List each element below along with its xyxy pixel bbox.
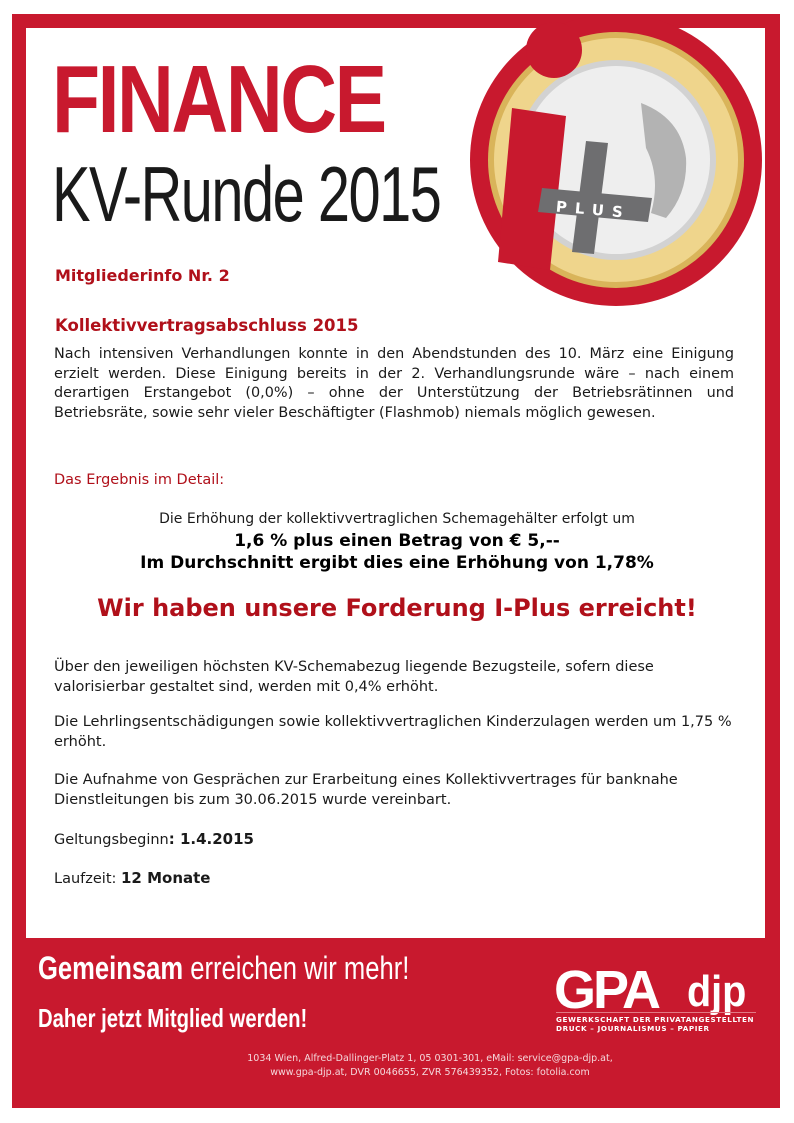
- logo-main-text: GPA: [554, 960, 659, 1020]
- slogan-rest: erreichen wir mehr!: [183, 950, 410, 986]
- slogan-strong: Gemeinsam: [38, 950, 184, 986]
- section-title: Kollektivvertragsabschluss 2015: [55, 316, 359, 335]
- logo-line-1: GEWERKSCHAFT DER PRIVATANGESTELLTEN: [556, 1015, 755, 1024]
- duration-value: 12 Monate: [121, 869, 211, 887]
- logo-side-text: djp: [687, 966, 747, 1016]
- start-date-label: Geltungsbeginn: [54, 832, 169, 848]
- call-to-action: Daher jetzt Mitglied werden!: [38, 1003, 308, 1033]
- plus-text: PLUS: [555, 197, 632, 223]
- logo-line-2: DRUCK – JOURNALISMUS – PAPIER: [556, 1024, 710, 1033]
- i-plus-coin-logo: [466, 8, 770, 312]
- address-line-1: 1034 Wien, Alfred-Dallinger-Platz 1, 05 0301-301, eMail: service@gpa-djp.at,: [247, 1053, 613, 1064]
- start-date-value: : 1.4.2015: [168, 830, 254, 848]
- intro-paragraph: Nach intensiven Verhandlungen konnte in den Abendstunden des 10. März eine Einigung erzielt werden. Diese Einigung bereits in der 2. Verhandlungsrunde wäre – nach einem derartigen Erstangebot (0,0%) – ohne der Unterstützung der Betriebsrätinnen und Betriebsräte, sowie sehr vieler Beschäftigter (Flashmob) niemals möglich gewesen.: [54, 346, 734, 422]
- paragraph-banknahe: Die Aufnahme von Gesprächen zur Erarbeitung eines Kollektivvertrages für banknahe Dienstleitungen bis zum 30.06.2015 wurde vereinbart.: [54, 772, 678, 808]
- logo-subtitle: [556, 1012, 756, 1033]
- result-heading: Das Ergebnis im Detail:: [54, 472, 225, 488]
- duration-label: Laufzeit:: [54, 871, 121, 887]
- paragraph-bezugsteile: Über den jeweiligen höchsten KV-Schemabezug liegende Bezugsteile, sofern diese valorisierbar gestaltet sind, werden mit 0,4% erhöht.: [54, 659, 654, 695]
- member-info-label: Mitgliederinfo Nr. 2: [55, 266, 230, 285]
- page-subtitle: KV-Runde 2015: [52, 150, 441, 238]
- paragraph-lehrlinge: Die Lehrlingsentschädigungen sowie kollektivvertraglichen Kinderzulagen werden um 1,75 % erhöht.: [54, 714, 732, 750]
- address-line-2: www.gpa-djp.at, DVR 0046655, ZVR 576439352, Fotos: fotolia.com: [270, 1067, 590, 1078]
- page-title: FINANCE: [52, 46, 385, 153]
- duration: [54, 869, 210, 887]
- footer-slogan: [38, 950, 409, 986]
- start-date: [54, 830, 254, 848]
- headline: Wir haben unsere Forderung I-Plus erreicht!: [97, 594, 697, 622]
- average-increase: Im Durchschnitt ergibt dies eine Erhöhung von 1,78%: [140, 553, 654, 573]
- footer-address: [130, 1052, 730, 1080]
- increase-line: Die Erhöhung der kollektivvertraglichen Schemagehälter erfolgt um: [159, 511, 635, 527]
- increase-amount: 1,6 % plus einen Betrag von € 5,--: [234, 531, 560, 551]
